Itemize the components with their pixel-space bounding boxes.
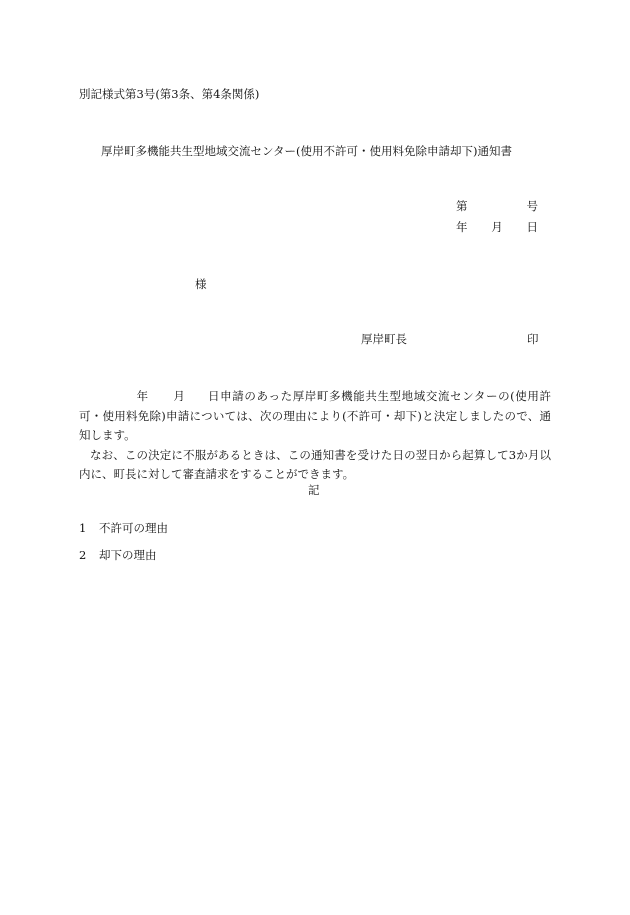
list-item-number: 1 xyxy=(79,521,87,535)
list-item-label: 不許可の理由 xyxy=(99,521,168,535)
document-title: 厚岸町多機能共生型地域交流センター(使用不許可・使用料免除申請却下)通知書 xyxy=(101,144,513,158)
application-month: 月 xyxy=(172,389,186,403)
list-item xyxy=(79,520,168,536)
issue-date-year: 年 xyxy=(456,220,468,234)
issuer: 厚岸町長 xyxy=(361,332,407,346)
issue-date xyxy=(456,219,538,235)
recipient-honorific: 様 xyxy=(195,277,207,291)
seal-mark: 印 xyxy=(527,332,539,346)
application-year: 年 xyxy=(136,389,149,403)
notice-paragraph-1-text: 日申請のあった厚岸町多機能共生型地域交流センターの(使用許可・使用料免除)申請については、次の理由により(不許可・却下)と決定しましたので、通知します。 xyxy=(79,389,551,442)
notice-paragraph-2: なお、この決定に不服があるときは、この通知書を受けた日の翌日から起算して3か月以内に、町長に対して審査請求をすることができます。 xyxy=(79,447,551,481)
notice-body xyxy=(79,387,551,485)
form-label: 別記様式第3号(第3条、第4条関係) xyxy=(79,87,260,101)
document-number-suffix: 号 xyxy=(526,199,538,213)
issue-date-day: 日 xyxy=(526,220,538,234)
document-number xyxy=(456,198,538,214)
issue-date-month: 月 xyxy=(491,220,503,234)
list-item-number: 2 xyxy=(79,548,87,562)
notice-paragraph-1 xyxy=(79,387,551,446)
ki-heading: 記 xyxy=(308,483,320,497)
document-number-prefix: 第 xyxy=(456,199,468,213)
list-item-label: 却下の理由 xyxy=(99,548,157,562)
list-item xyxy=(79,547,157,563)
